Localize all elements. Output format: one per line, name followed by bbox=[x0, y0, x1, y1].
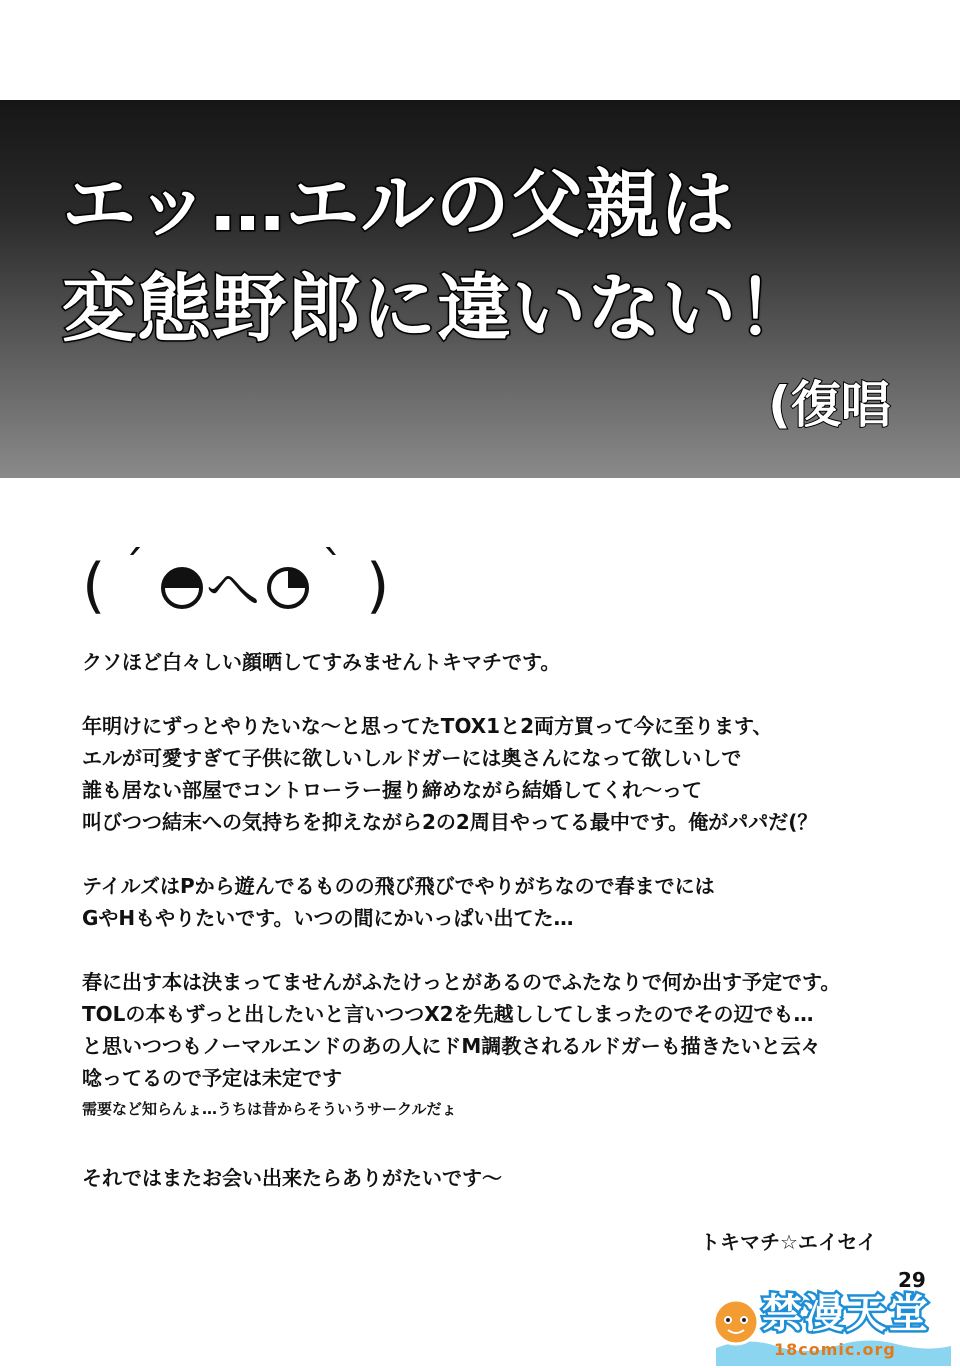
body-line-10: と思いつつもノーマルエンドのあの人にドM調教されるルドガーも描きたいと云々 bbox=[82, 1034, 821, 1058]
body-line-3: エルが可愛すぎて子供に欲しいしルドガーには奥さんになって欲しいしで bbox=[82, 746, 742, 770]
body-line-1: クソほど白々しい顔晒してすみませんトキマチです。 bbox=[82, 650, 561, 674]
kaomoji-mouth: へ bbox=[206, 558, 260, 621]
body-line-12: 需要など知らんょ…うちは昔からそういうサークルだょ bbox=[82, 1100, 457, 1118]
kaomoji-right-accent: ` bbox=[322, 542, 344, 593]
mascot-icon bbox=[706, 1290, 766, 1350]
watermark-title: 禁漫天堂 bbox=[762, 1291, 930, 1337]
body-line-9: TOLの本もずっと出したいと言いつつX2を先越ししてしまったのでその辺でも… bbox=[82, 1002, 814, 1026]
body-line-6: テイルズはPから遊んでるものの飛び飛びでやりがちなので春までには bbox=[82, 874, 715, 898]
kaomoji-close-paren: ) bbox=[366, 551, 390, 621]
title-aside: (復唱 bbox=[768, 376, 891, 434]
watermark-url: 18comic.org bbox=[774, 1340, 896, 1359]
kaomoji-left-accent: ´ bbox=[122, 542, 144, 593]
kaomoji-open-paren: ( bbox=[82, 551, 106, 621]
title-line-1: エッ…エルの父親は bbox=[62, 162, 736, 248]
page-number: 29 bbox=[898, 1268, 926, 1292]
kaomoji-face bbox=[82, 538, 402, 628]
body-line-7: GやHもやりたいです。いつの間にかいっぱい出てた… bbox=[82, 906, 574, 930]
body-line-5: 叫びつつ結末への気持ちを抑えながら2の2周目やってる最中です。俺がパパだ(？ bbox=[82, 810, 818, 834]
author-signature: トキマチ☆エイセイ bbox=[700, 1230, 877, 1254]
body-line-4: 誰も居ない部屋でコントローラー握り締めながら結婚してくれ〜って bbox=[82, 778, 702, 802]
body-line-8: 春に出す本は決まってませんがふたけっとがあるのでふたなりで何か出す予定です。 bbox=[82, 970, 841, 994]
left-eye-icon bbox=[163, 569, 201, 607]
right-eye-icon bbox=[269, 569, 307, 607]
title-line-2: 変態野郎に違いない！ bbox=[62, 266, 812, 352]
site-watermark bbox=[706, 1286, 956, 1366]
body-line-13: それではまたお会い出来たらありがたいです〜 bbox=[82, 1166, 502, 1190]
body-line-11: 唸ってるので予定は未定です bbox=[82, 1066, 342, 1090]
body-line-2: 年明けにずっとやりたいな〜と思ってたTOX1と2両方買って今に至ります、 bbox=[82, 714, 773, 738]
